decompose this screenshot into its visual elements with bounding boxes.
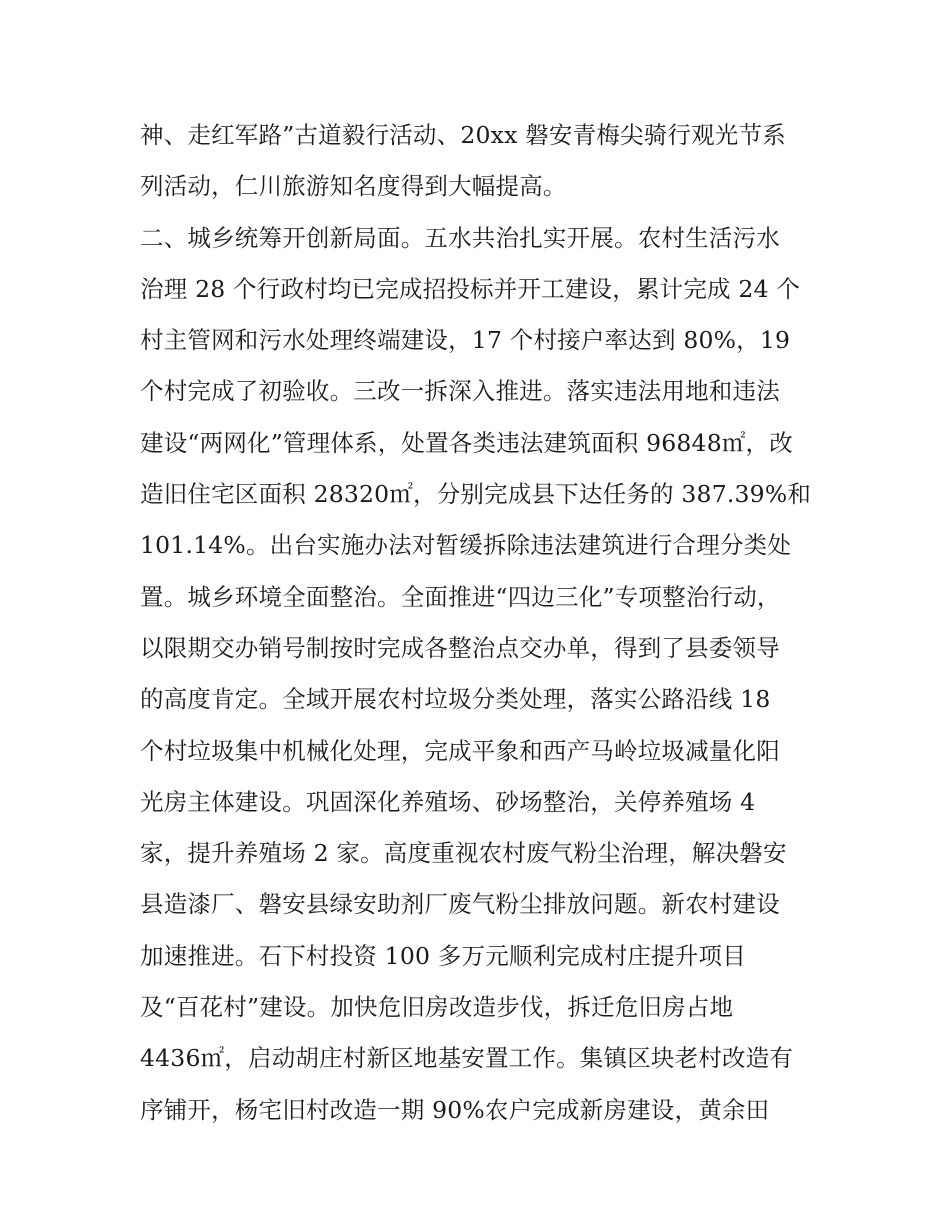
text-line-5: 村主管网和污水处理终端建设，17 个村接户率达到 80%，19 xyxy=(140,326,791,355)
text-line-3: 二、城乡统筹开创新局面。五水共治扎实开展。农村生活污水 xyxy=(140,223,780,252)
text-line-10: 置。城乡环境全面整治。全面推进“四边三化”专项整治行动， xyxy=(140,582,781,611)
text-line-19: 4436㎡，启动胡庄村新区地基安置工作。集镇区块老村改造有 xyxy=(140,1044,794,1073)
text-line-2: 列活动，仁川旅游知名度得到大幅提高。 xyxy=(140,172,567,201)
text-line-18: 及“百花村”建设。加快危旧房改造步伐，拆迁危旧房占地 xyxy=(140,993,734,1022)
text-line-17: 加速推进。石下村投资 100 多万元顺利完成村庄提升项目 xyxy=(140,941,746,970)
text-line-15: 家，提升养殖场 2 家。高度重视农村废气粉尘治理，解决磐安 xyxy=(140,839,787,868)
text-line-6: 个村完成了初验收。三改一拆深入推进。落实违法用地和违法 xyxy=(140,377,780,406)
text-line-8: 造旧住宅区面积 28320㎡，分别完成县下达任务的 387.39%和 xyxy=(140,480,812,509)
body-text xyxy=(140,110,830,1136)
text-line-11: 以限期交办销号制按时完成各整治点交办单，得到了县委领导 xyxy=(140,633,780,662)
text-line-16: 县造漆厂、磐安县绿安助剂厂废气粉尘排放问题。新农村建设 xyxy=(140,890,780,919)
text-line-20: 序铺开，杨宅旧村改造一期 90%农户完成新房建设，黄余田 xyxy=(140,1095,770,1124)
text-line-9: 101.14%。出台实施办法对暂缓拆除违法建筑进行合理分类处 xyxy=(140,531,792,560)
text-line-7: 建设“两网化”管理体系，处置各类违法建筑面积 96848㎡，改 xyxy=(140,428,793,457)
text-line-12: 的高度肯定。全域开展农村垃圾分类处理，落实公路沿线 18 xyxy=(140,685,771,714)
text-line-14: 光房主体建设。巩固深化养殖场、砂场整治，关停养殖场 4 xyxy=(140,787,756,816)
text-line-13: 个村垃圾集中机械化处理，完成平象和西产马岭垃圾减量化阳 xyxy=(140,736,780,765)
text-line-1: 神、走红军路”古道毅行活动、20xx 磐安青梅尖骑行观光节系 xyxy=(140,121,786,149)
text-line-4: 治理 28 个行政村均已完成招投标并开工建设，累计完成 24 个 xyxy=(140,274,801,303)
